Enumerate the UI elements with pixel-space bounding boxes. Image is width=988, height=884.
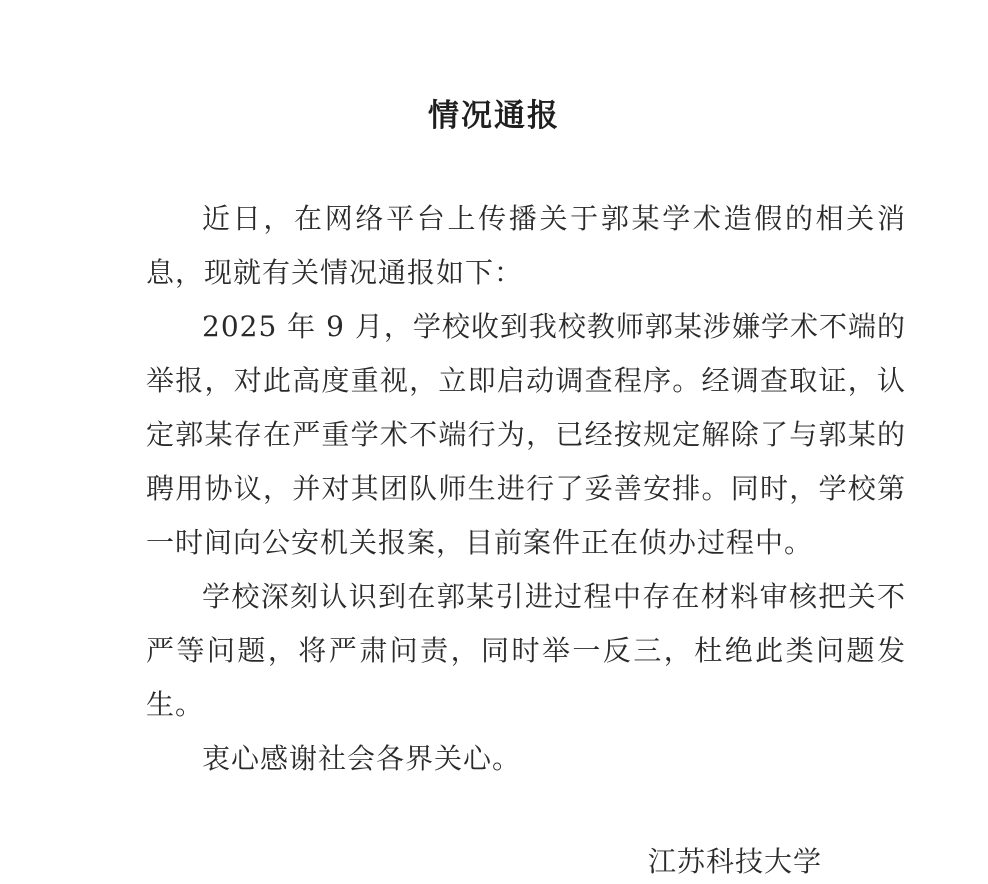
paragraph-accountability: 学校深刻认识到在郭某引进过程中存在材料审核把关不严等问题，将严肃问责，同时举一反三，杜绝此类问题发生。	[146, 580, 906, 721]
document-body	[146, 192, 906, 786]
paragraph-intro: 近日，在网络平台上传播关于郭某学术造假的相关消息，现就有关情况通报如下：	[146, 202, 906, 289]
document-title: 情况通报	[428, 98, 560, 134]
signature-university: 江苏科技大学	[648, 845, 823, 878]
paragraph-thanks: 衷心感谢社会各界关心。	[202, 742, 522, 775]
paragraph-investigation: 2025 年 9 月，学校收到我校教师郭某涉嫌学术不端的举报，对此高度重视，立即启动调查程序。经调查取证，认定郭某存在严重学术不端行为，已经按规定解除了与郭某的聘用协议，并对其团队师生进行了妥善安排。同时，学校第一时间向公安机关报案，目前案件正在侦办过程中。	[146, 310, 906, 559]
